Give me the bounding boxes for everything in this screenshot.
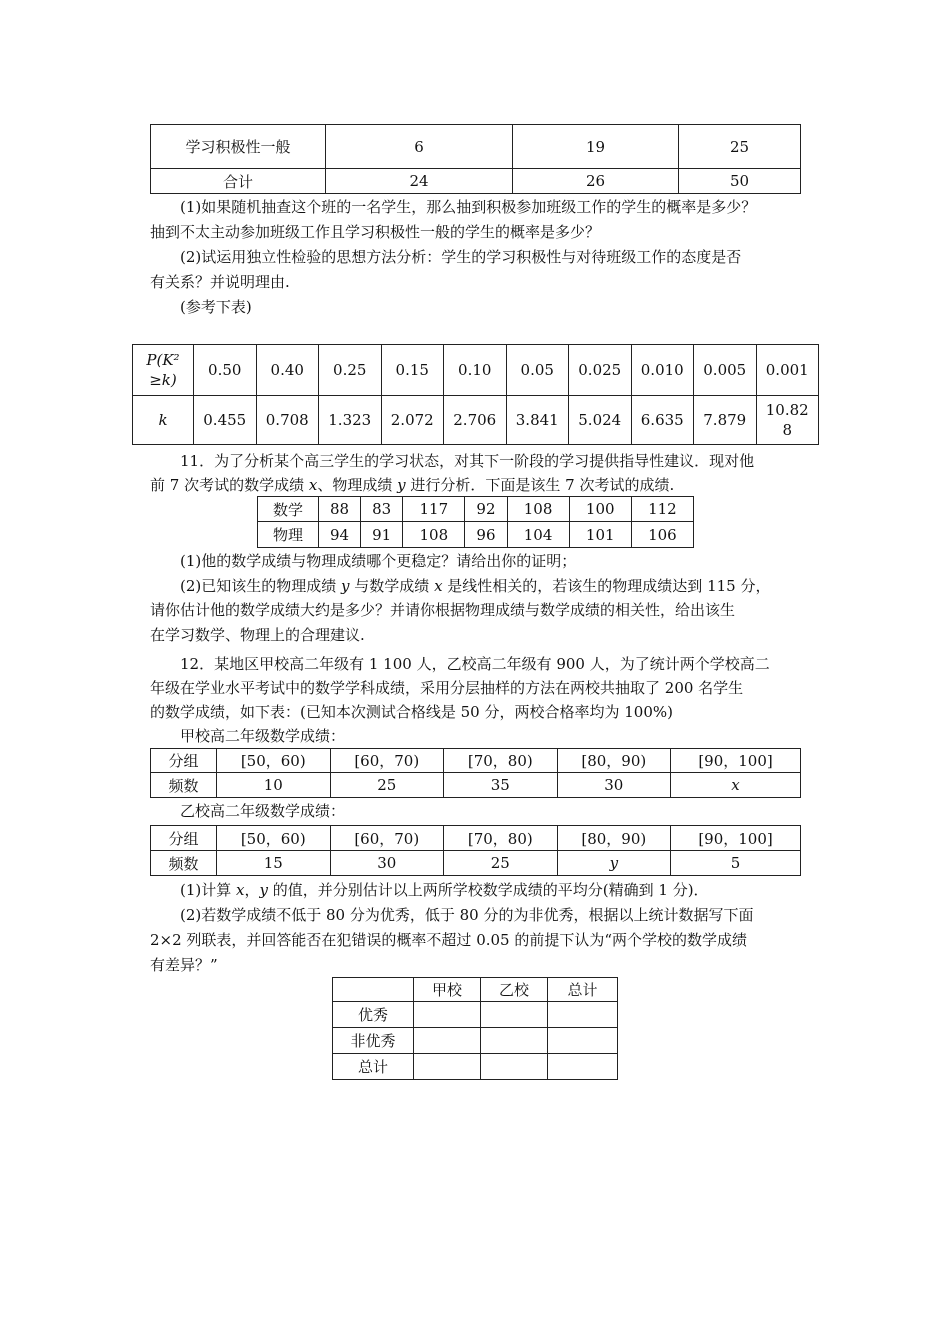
class-attitude-table	[150, 124, 801, 194]
table-row	[151, 851, 801, 876]
table-cell: x	[671, 773, 801, 798]
p-value-cell: 0.05	[506, 345, 569, 396]
table-row	[151, 773, 801, 798]
table-cell: y	[557, 851, 671, 876]
table-cell: 总计	[548, 978, 618, 1002]
table-cell: 非优秀	[333, 1028, 414, 1054]
jia-table-title: 甲校高二年级数学成绩：	[180, 727, 346, 745]
k-value-cell: 1.323	[319, 396, 382, 445]
table-cell: 30	[330, 851, 444, 876]
k-header-cell: k	[133, 396, 194, 445]
k-value-cell: 2.706	[444, 396, 507, 445]
table-cell: [70，80)	[444, 826, 558, 851]
table-cell: 96	[465, 522, 507, 548]
table-cell: 15	[217, 851, 331, 876]
p-value-cell: 0.005	[694, 345, 757, 396]
k-value-cell: 0.708	[256, 396, 319, 445]
q10-part1-line2: 抽到不太主动参加班级工作且学习积极性一般的学生的概率是多少？	[150, 223, 601, 241]
table-row	[151, 826, 801, 851]
table-cell: [50，60)	[217, 749, 331, 773]
table-cell: 合计	[151, 169, 326, 194]
table-cell: 100	[569, 497, 631, 522]
k-value-cell: 7.879	[694, 396, 757, 445]
table-row	[151, 749, 801, 773]
q11-part1: (1)他的数学成绩与物理成绩哪个更稳定？请给出你的证明；	[180, 552, 577, 570]
empty-cell	[481, 1054, 548, 1080]
table-cell: 108	[403, 522, 465, 548]
q10-part2-line2: 有关系？并说明理由.	[150, 273, 290, 291]
k-last-line2: 8	[782, 421, 793, 439]
p-value-cell: 0.25	[319, 345, 382, 396]
table-row	[333, 1028, 618, 1054]
table-row	[333, 978, 618, 1002]
table-cell: [80，90)	[557, 749, 671, 773]
table-row	[333, 1002, 618, 1028]
table-row	[258, 497, 694, 522]
table-cell: 50	[679, 169, 801, 194]
table-cell: 分组	[151, 749, 217, 773]
p-value-cell: 0.40	[256, 345, 319, 396]
q12-intro-line2: 年级在学业水平考试中的数学学科成绩，采用分层抽样的方法在两校共抽取了 200 名学生	[150, 679, 744, 697]
table-cell: 25	[330, 773, 444, 798]
k-value-cell: 5.024	[569, 396, 632, 445]
table-cell: 优秀	[333, 1002, 414, 1028]
k-value-cell: 2.072	[381, 396, 444, 445]
table-cell: 30	[557, 773, 671, 798]
k-last-line1: 10.82	[765, 401, 809, 419]
q12-part1: (1)计算 x，y 的值，并分别估计以上两所学校数学成绩的平均分(精确到 1 分)．	[180, 881, 709, 899]
p-value-cell: 0.50	[194, 345, 257, 396]
p-value-cell: 0.10	[444, 345, 507, 396]
k-value-cell: 6.635	[631, 396, 694, 445]
table-cell: [90，100]	[671, 826, 801, 851]
q10-part2-line1: (2)试运用独立性检验的思想方法分析：学生的学习积极性与对待班级工作的态度是否	[180, 248, 742, 266]
table-cell: 物理	[258, 522, 319, 548]
table-cell: [80，90)	[557, 826, 671, 851]
table-cell: 乙校	[481, 978, 548, 1002]
q11-intro-line1: 11．为了分析某个高三学生的学习状态，对其下一阶段的学习提供指导性建议．现对他	[180, 452, 755, 470]
table-cell: 频数	[151, 773, 217, 798]
k-value-cell: 0.455	[194, 396, 257, 445]
yi-table-title: 乙校高二年级数学成绩：	[180, 802, 346, 820]
p-label-line1: P(K²	[146, 351, 180, 369]
table-cell: 10	[217, 773, 331, 798]
k-value-cell-last	[756, 396, 819, 445]
table-cell: 5	[671, 851, 801, 876]
table-cell: 总计	[333, 1054, 414, 1080]
table-cell: [60，70)	[330, 749, 444, 773]
table-cell: 6	[326, 125, 513, 169]
q11-scores-table	[257, 496, 694, 548]
table-cell	[333, 978, 414, 1002]
empty-cell	[548, 1028, 618, 1054]
table-cell: 101	[569, 522, 631, 548]
table-cell: 25	[444, 851, 558, 876]
table-cell: 26	[513, 169, 679, 194]
p-label-line2: ≥k)	[149, 371, 177, 389]
table-cell: 104	[507, 522, 569, 548]
q10-reference-note: (参考下表)	[180, 298, 252, 316]
contingency-table	[332, 977, 618, 1080]
table-row	[258, 522, 694, 548]
table-cell: 分组	[151, 826, 217, 851]
table-row	[333, 1054, 618, 1080]
table-cell: 数学	[258, 497, 319, 522]
empty-cell	[414, 1054, 481, 1080]
table-cell: 甲校	[414, 978, 481, 1002]
table-cell: [90，100]	[671, 749, 801, 773]
empty-cell	[481, 1028, 548, 1054]
table-cell: [70，80)	[444, 749, 558, 773]
q10-part1-line1: (1)如果随机抽查这个班的一名学生，那么抽到积极参加班级工作的学生的概率是多少？	[180, 198, 757, 216]
p-value-cell: 0.001	[756, 345, 819, 396]
p-value-cell: 0.15	[381, 345, 444, 396]
q11-part2-line1: (2)已知该生的物理成绩 y 与数学成绩 x 是线性相关的，若该生的物理成绩达到 115 分，	[180, 577, 771, 595]
table-row	[151, 169, 801, 194]
table-cell: 35	[444, 773, 558, 798]
yi-school-table	[150, 825, 801, 876]
table-cell: 25	[679, 125, 801, 169]
k-value-cell: 3.841	[506, 396, 569, 445]
table-cell: 92	[465, 497, 507, 522]
table-cell: 19	[513, 125, 679, 169]
table-row	[133, 396, 819, 445]
q12-intro-line3: 的数学成绩，如下表：(已知本次测试合格线是 50 分，两校合格率均为 100%)	[150, 703, 673, 721]
empty-cell	[481, 1002, 548, 1028]
table-cell: 106	[631, 522, 693, 548]
table-cell: 88	[319, 497, 361, 522]
table-row	[151, 125, 801, 169]
k-squared-table	[132, 344, 819, 445]
table-cell: [50，60)	[217, 826, 331, 851]
p-value-cell: 0.010	[631, 345, 694, 396]
table-row	[133, 345, 819, 396]
p-value-cell: 0.025	[569, 345, 632, 396]
empty-cell	[548, 1054, 618, 1080]
q11-part2-line3: 在学习数学、物理上的合理建议.	[150, 626, 365, 644]
table-cell: 112	[631, 497, 693, 522]
p-header-cell	[133, 345, 194, 396]
table-cell: 108	[507, 497, 569, 522]
table-cell: [60，70)	[330, 826, 444, 851]
table-cell: 学习积极性一般	[151, 125, 326, 169]
table-cell: 91	[361, 522, 403, 548]
table-cell: 117	[403, 497, 465, 522]
table-cell: 83	[361, 497, 403, 522]
empty-cell	[414, 1002, 481, 1028]
q11-part2-line2: 请你估计他的数学成绩大约是多少？并请你根据物理成绩与数学成绩的相关性，给出该生	[150, 601, 736, 619]
q12-part2-line3: 有差异？”	[150, 956, 218, 974]
table-cell: 24	[326, 169, 513, 194]
table-cell: 频数	[151, 851, 217, 876]
empty-cell	[414, 1028, 481, 1054]
jia-school-table	[150, 748, 801, 798]
q12-part2-line1: (2)若数学成绩不低于 80 分为优秀，低于 80 分的为非优秀，根据以上统计数据写下面	[180, 906, 754, 924]
q12-intro-line1: 12．某地区甲校高二年级有 1 100 人，乙校高二年级有 900 人，为了统计两个学校高二	[180, 655, 770, 673]
empty-cell	[548, 1002, 618, 1028]
table-cell: 94	[319, 522, 361, 548]
q12-part2-line2: 2×2 列联表，并回答能否在犯错误的概率不超过 0.05 的前提下认为“两个学校的数学成绩	[150, 931, 748, 949]
q11-intro-line2: 前 7 次考试的数学成绩 x、物理成绩 y 进行分析．下面是该生 7 次考试的成绩.	[150, 476, 675, 494]
